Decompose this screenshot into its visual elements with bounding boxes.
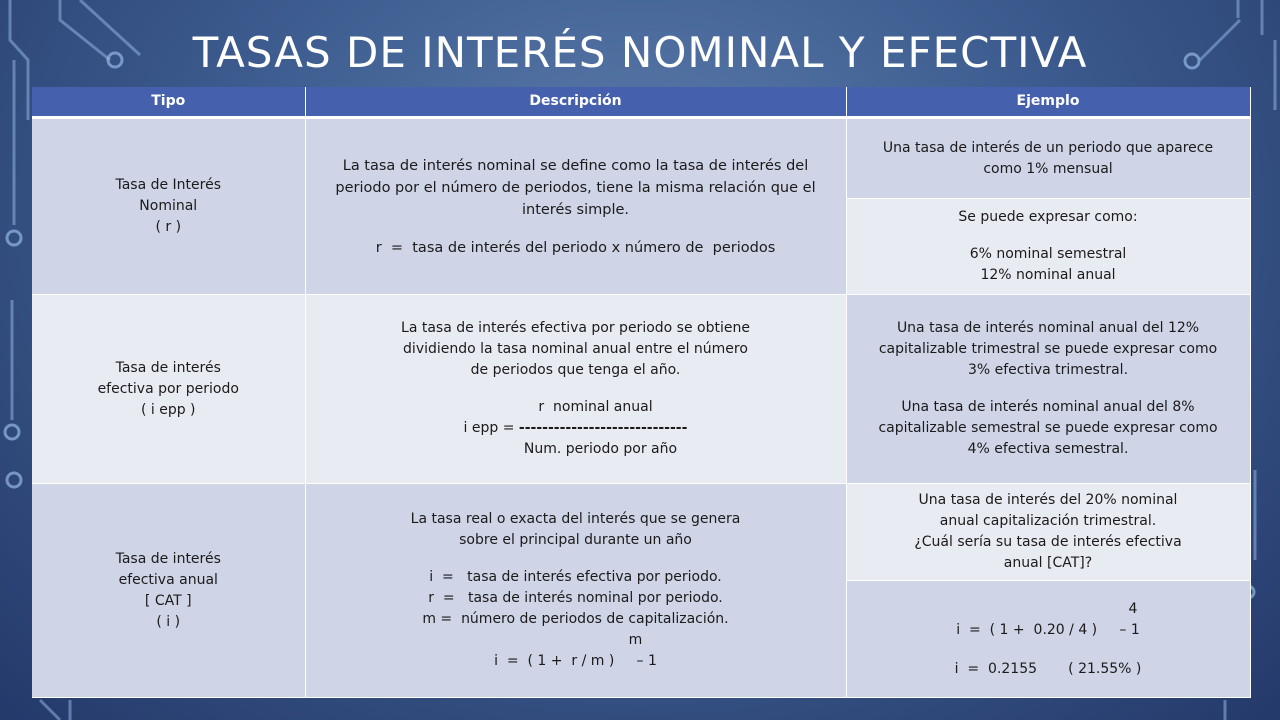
interest-rate-table xyxy=(32,87,1251,698)
ejemplo-cell: Una tasa de interés nominal anual del 12% capitalizable trimestral se puede expresar como 3% efectiva trimestral. Una tasa de interés nominal anual del 8% capitalizable semestral se puede expresar como 4% efectiva semestral. xyxy=(846,295,1250,484)
tipo-cell: Tasa de interés efectiva anual [ CAT ] ( i ) xyxy=(32,484,305,698)
ejemplo-cell xyxy=(846,581,1250,698)
table-row xyxy=(32,295,1250,484)
descripcion-cell: La tasa de interés nominal se define como la tasa de interés del periodo por el número de periodos, tiene la misma relación que el interés simple. r = tasa de interés del periodo x número de periodos xyxy=(305,118,846,295)
ejemplo-cell: Una tasa de interés del 20% nominal anual capitalización trimestral. ¿Cuál sería su tasa de interés efectiva anual [CAT]? xyxy=(846,484,1250,581)
table-row xyxy=(32,118,1250,199)
cat-formula: i = ( 1 + r / m ) – 1 xyxy=(494,653,657,669)
formula-exponent: m xyxy=(628,632,643,648)
descripcion-cell: La tasa real o exacta del interés que se genera sobre el principal durante un año i = tasa de interés efectiva por periodo. r = tasa de interés nominal por periodo. m = número de periodos de capitalización. m i = ( 1 + r / m ) – 1 xyxy=(305,484,846,698)
formula-denominator: Num. periodo por año xyxy=(523,441,678,457)
header-tipo: Tipo xyxy=(32,87,305,118)
ejemplo-cell: Una tasa de interés de un periodo que aparece como 1% mensual xyxy=(846,118,1250,199)
table-header-row xyxy=(32,87,1250,118)
tipo-cell: Tasa de interés efectiva por periodo ( i epp ) xyxy=(32,295,305,484)
formula-fraction-line: i epp = ----------------------------- xyxy=(463,420,688,436)
formula-numerator: r nominal anual xyxy=(538,399,653,415)
nominal-formula: r = tasa de interés del periodo x número de periodos xyxy=(375,239,776,256)
table-row xyxy=(32,484,1250,581)
example-formula: i = ( 1 + 0.20 / 4 ) – 1 xyxy=(956,621,1140,638)
example-exponent: 4 xyxy=(1128,600,1138,617)
ejemplo-cell: Se puede expresar como: 6% nominal semestral 12% nominal anual xyxy=(846,199,1250,295)
header-descripcion: Descripción xyxy=(305,87,846,118)
descripcion-cell: La tasa de interés efectiva por periodo se obtiene dividiendo la tasa nominal anual entre el número de periodos que tenga el año. r nominal anual i epp = ----------------------------- Num. periodo por año xyxy=(305,295,846,484)
example-result: i = 0.2155 ( 21.55% ) xyxy=(954,660,1142,677)
page-title: TASAS DE INTERÉS NOMINAL Y EFECTIVA xyxy=(192,28,1088,77)
header-ejemplo: Ejemplo xyxy=(846,87,1250,118)
tipo-cell: Tasa de Interés Nominal ( r ) xyxy=(32,118,305,295)
